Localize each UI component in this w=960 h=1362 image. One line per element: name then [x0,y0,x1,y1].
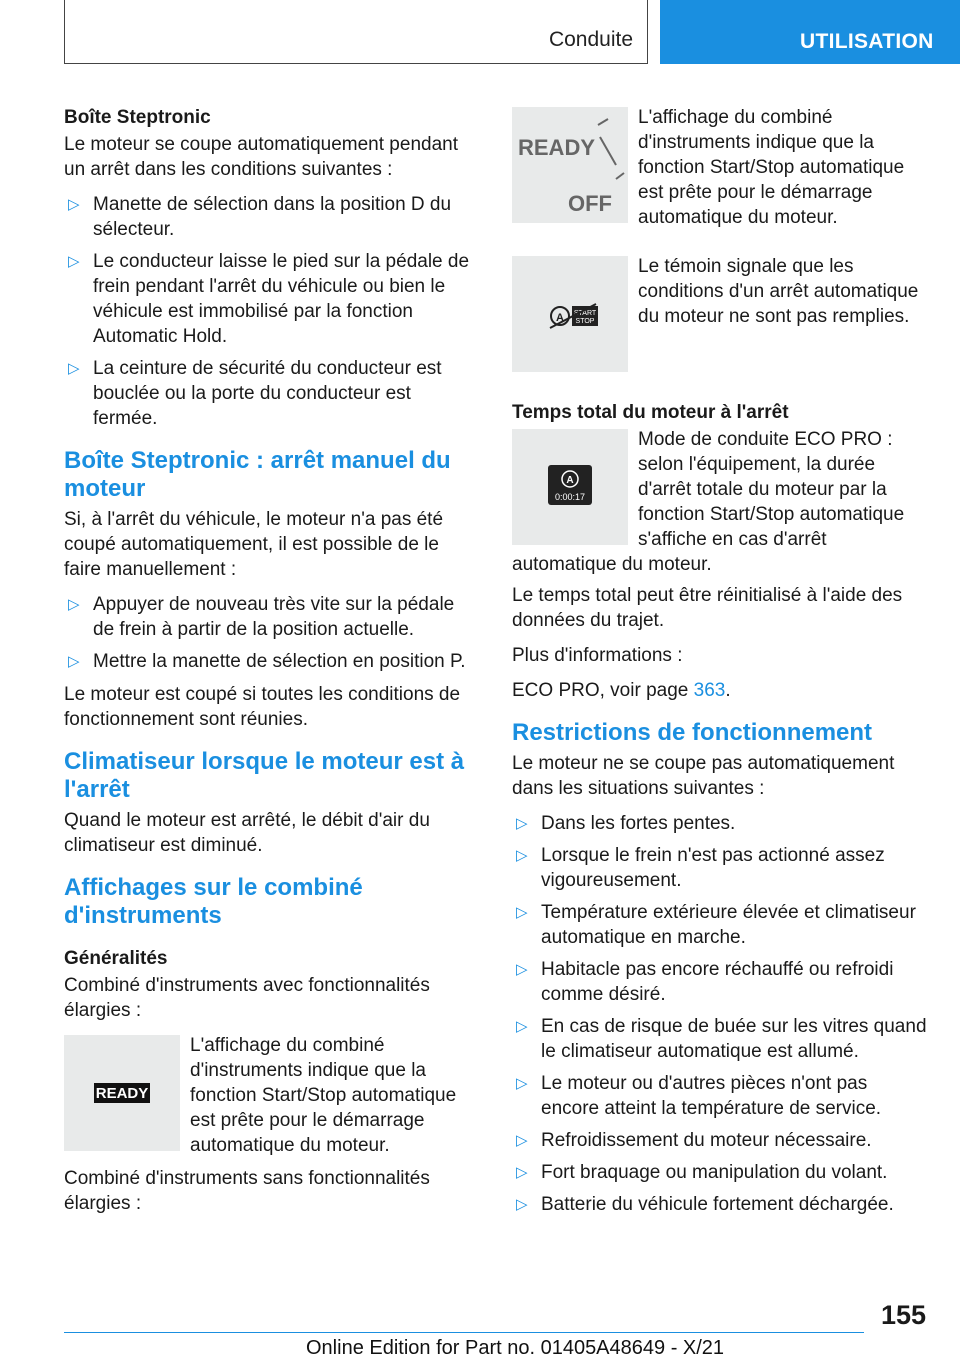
bullet-icon: ▷ [516,1075,528,1092]
stop-label: STOP [575,318,595,325]
ready-display-image [64,1035,180,1151]
ready-off-image [512,107,628,223]
manual-list [64,592,480,674]
list-item: ▷ Le moteur ou d'autres pièces n'ont pas encore atteint la température de service. [516,1073,882,1119]
paragraph: Si, à l'arrêt du véhicule, le moteur n'a pas été coupé automatiquement, il est possible de le faire manuellement : [64,509,444,580]
bullet-icon: ▷ [516,1018,528,1035]
list-item: ▷ Température extérieure élevée et climatiseur automatique en marche. [516,902,916,948]
header-box [64,0,648,64]
bullet-icon: ▷ [68,653,80,670]
page-link[interactable]: 363 [693,680,726,701]
heading-manual-stop: Boîte Steptronic : arrêt manuel du moteur [64,447,451,502]
list-item: ▷ Le conducteur laisse le pied sur la pédale de frein pendant l'arrêt du véhicule ou bien le véhicule est immobilisé par la fonction Automatic Hold. [68,251,470,347]
start-label: START [573,310,597,317]
paragraph: Combiné d'instruments sans fonctionnalités élargies : [64,1168,430,1214]
subheading-total-time: Temps total du moteur à l'arrêt [512,402,789,423]
list-item: ▷ Refroidissement du moteur nécessaire. [516,1130,872,1151]
list-item: ▷ Appuyer de nouveau très vite sur la pédale de frein à partir de la position actuelle. [68,594,455,640]
paragraph: Mode de conduite ECO PRO : selon l'équipement, la durée d'arrêt totale du moteur par la fonction Start/Stop automatique s'affiche en cas d'arrêt automatique du moteur. [512,429,905,575]
heading-displays: Affichages sur le combiné d'instruments [64,874,363,929]
start-stop-off-icon [512,256,628,372]
auto-stop-timer-icon [512,429,628,545]
paragraph: L'affichage du combiné d'instruments indique que la fonction Start/Stop automatique est prête pour le démarrage automatique du moteur. [638,107,905,228]
ready-off-row [512,105,928,230]
paragraph: Combiné d'instruments avec fonctionnalités élargies : [64,975,430,1021]
bullet-icon: ▷ [516,1164,528,1181]
paragraph: Le moteur est coupé si toutes les conditions de fonctionnement sont réunies. [64,684,461,730]
bullet-icon: ▷ [68,596,80,613]
paragraph: Le moteur se coupe automatiquement pendant un arrêt dans les conditions suivantes : [64,134,458,180]
footer-divider [64,1332,864,1333]
bullet-icon: ▷ [516,1132,528,1149]
paragraph: Le moteur ne se coupe pas automatiquement dans les situations suivantes : [512,753,895,799]
list-item: ▷ La ceinture de sécurité du conducteur est bouclée ou la porte du conducteur est fermée. [68,358,442,429]
start-stop-warning-row [512,254,928,372]
paragraph: Plus d'informations : [512,645,683,666]
heading-restrictions: Restrictions de fonctionnement [512,719,873,746]
page-number: 155 [880,1300,926,1330]
bullet-icon: ▷ [516,815,528,832]
ready-off-gauge-icon [512,107,628,223]
ready-text: READY [518,135,596,160]
edition-footer: Online Edition for Part no. 01405A48649 - X/21 [306,1337,725,1359]
svg-text:A: A [556,312,564,324]
list-item: ▷ Fort braquage ou manipulation du volant. [516,1162,888,1183]
list-item: ▷ Dans les fortes pentes. [516,813,736,834]
paragraph: Quand le moteur est arrêté, le débit d'air du climatiseur est diminué. [64,810,430,856]
right-column [512,105,928,1225]
list-item: ▷ Manette de sélection dans la position D du sélecteur. [68,194,452,240]
paragraph: Le temps total peut être réinitialisé à l'aide des données du trajet. [512,585,903,631]
paragraph: L'affichage du combiné d'instruments indique que la fonction Start/Stop automatique est prête pour le démarrage automatique du moteur. [190,1035,457,1156]
subheading-general: Généralités [64,948,168,969]
bullet-icon: ▷ [516,961,528,978]
chapter-tab[interactable] [660,0,960,64]
list-item: ▷ En cas de risque de buée sur les vitres quand le climatiseur automatique est allumé. [516,1016,927,1062]
condition-list [64,192,480,431]
bullet-icon: ▷ [68,253,80,270]
list-item: ▷ Batterie du véhicule fortement déchargée. [516,1194,894,1215]
svg-text:A: A [566,475,574,486]
heading-climate: Climatiseur lorsque le moteur est à l'arrêt [64,748,465,803]
section-title: Conduite [548,28,633,51]
left-column [64,105,480,1226]
list-item: ▷ Mettre la manette de sélection en position P. [68,651,466,672]
off-text: OFF [568,191,612,216]
start-stop-warning-image [512,256,628,372]
total-time-image [512,429,628,545]
bullet-icon: ▷ [68,196,80,213]
bullet-icon: ▷ [516,847,528,864]
paragraph: Le témoin signale que les conditions d'un arrêt automatique du moteur ne sont pas remplies. [638,256,919,327]
total-time-row [512,427,928,577]
ready-display-row [64,1033,480,1158]
bullet-icon: ▷ [516,1196,528,1213]
ready-badge-label: READY [95,1085,149,1102]
restriction-list [512,811,928,1217]
list-item: ▷ Lorsque le frein n'est pas actionné assez vigoureusement. [516,845,885,891]
subheading-steptronic: Boîte Steptronic [64,107,211,128]
timer-value: 0:00:17 [554,492,586,502]
ready-badge-icon [64,1035,180,1151]
paragraph: ECO PRO, voir page 363. [512,680,731,701]
bullet-icon: ▷ [68,360,80,377]
chapter-tab-label: UTILISATION [800,30,934,53]
list-item: ▷ Habitacle pas encore réchauffé ou refroidi comme désiré. [516,959,894,1005]
bullet-icon: ▷ [516,904,528,921]
